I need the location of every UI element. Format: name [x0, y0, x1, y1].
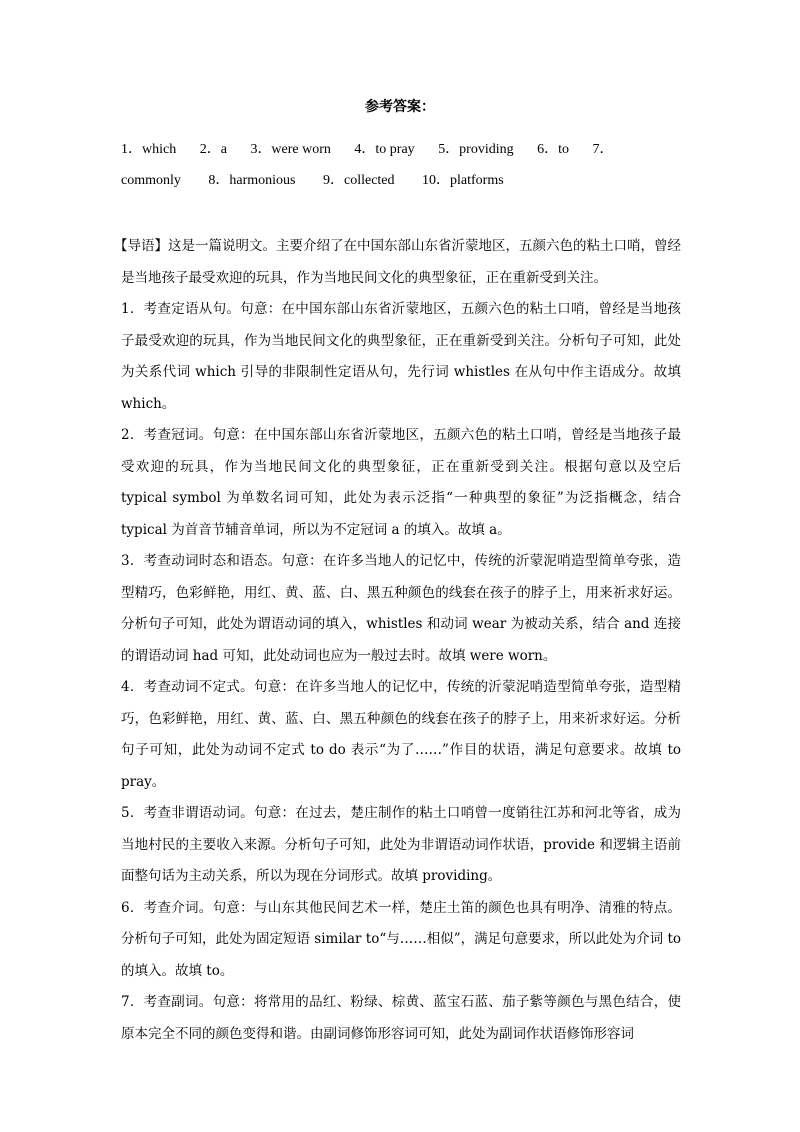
- answer-7-number: 7．: [592, 142, 614, 157]
- intro-paragraph: 【导语】这是一篇说明文。主要介绍了在中国东部山东省沂蒙地区，五颜六色的粘土口哨，曾经是当地孩子最受欢迎的玩具，作为当地民间文化的典型象征，正在重新受到关注。: [114, 238, 681, 286]
- explanation-body: [114, 231, 681, 1050]
- explanation-item-1: 1．考查定语从句。句意：在中国东部山东省沂蒙地区，五颜六色的粘土口哨，曾经是当地孩子最受欢迎的玩具，作为当地民间文化的典型象征，正在重新受到关注。分析句子可知，此处为关系代词 which 引导的非限制性定语从句，先行词 whistles 在从句中作主语成分。故填 which。: [121, 301, 681, 412]
- answer-3: 3．were worn: [250, 142, 331, 157]
- answer-key: [121, 140, 681, 202]
- page-title: 参考答案：: [365, 99, 435, 115]
- answer-6: 6．to: [537, 142, 570, 157]
- answer-row-1: [121, 140, 681, 171]
- answer-10: 10．platforms: [422, 173, 504, 188]
- explanation-item-3: 3．考查动词时态和语态。句意：在许多当地人的记忆中，传统的沂蒙泥哨造型简单夸张，造型精巧，色彩鲜艳，用红、黄、蓝、白、黑五种颜色的线套在孩子的脖子上，用来祈求好运。分析句子可知，此处为谓语动词的填入，whistles 和动词 wear 为被动关系，结合 and 连接的谓语动词 had 可知，此处动词也应为一般过去时。故填 were worn。: [121, 553, 681, 664]
- answer-row-2: [121, 171, 681, 202]
- answer-9: 9．collected: [323, 173, 395, 188]
- answer-5: 5．providing: [438, 142, 514, 157]
- answer-7: commonly: [121, 173, 181, 188]
- explanation-item-6: 6．考查介词。句意：与山东其他民间艺术一样，楚庄土笛的颜色也具有明净、清雅的特点。分析句子可知，此处为固定短语 similar to“与……相似”，满足句意要求，所以此处为介词 to 的填入。故填 to。: [121, 899, 681, 979]
- answer-1: 1．which: [121, 142, 177, 157]
- explanation-item-5: 5．考查非谓语动词。句意：在过去，楚庄制作的粘土口哨曾一度销往江苏和河北等省，成为当地村民的主要收入来源。分析句子可知，此处为非谓语动词作状语，provide 和逻辑主语前面整句话为主动关系，所以为现在分词形式。故填 providing。: [121, 805, 681, 884]
- explanation-item-7: 7．考查副词。句意：将常用的品红、粉绿、棕黄、蓝宝石蓝、茄子紫等颜色与黑色结合，使原本完全不同的颜色变得和谐。由副词修饰形容词可知，此处为副词作状语修饰形容词: [121, 994, 681, 1042]
- explanation-item-4: 4．考查动词不定式。句意：在许多当地人的记忆中，传统的沂蒙泥哨造型简单夸张，造型精巧，色彩鲜艳，用红、黄、蓝、白、黑五种颜色的线套在孩子的脖子上，用来祈求好运。分析句子可知，此处为动词不定式 to do 表示“为了……”作目的状语，满足句意要求。故填 to pray。: [121, 679, 681, 790]
- answer-2: 2．a: [199, 142, 227, 157]
- answer-8: 8．harmonious: [208, 173, 296, 188]
- explanation-item-2: 2．考查冠词。句意：在中国东部山东省沂蒙地区，五颜六色的粘土口哨，曾经是当地孩子最受欢迎的玩具，作为当地民间文化的典型象征，正在重新受到关注。根据句意以及空后 typical symbol 为单数名词可知，此处为表示泛指“一种典型的象征”为泛指概念，结合 typical 为首音节辅音单词，所以为不定冠词 a 的填入。故填 a。: [121, 427, 681, 538]
- answer-4: 4．to pray: [354, 142, 415, 157]
